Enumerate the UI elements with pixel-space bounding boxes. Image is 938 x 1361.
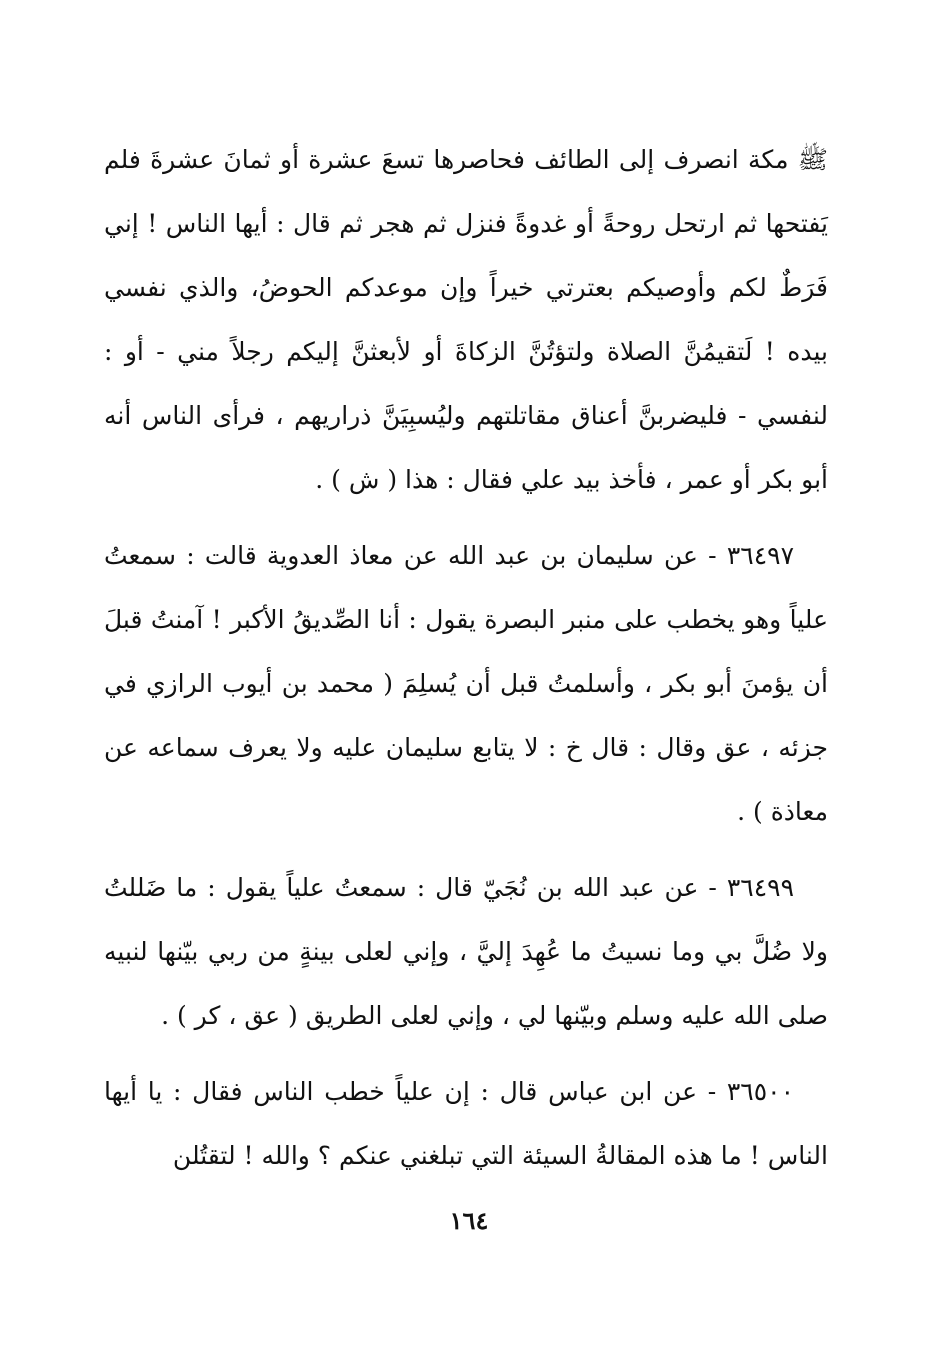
paragraph-hadith-36497: ٣٦٤٩٧ - عن سليمان بن عبد الله عن معاذ العدوية قالت : سمعتُ علياً وهو يخطب على منبر البصرة يقول : أنا الصِّديقُ الأكبر ! آمنتُ قبلَ أن يؤمنَ أبو بكر ، وأسلمتُ قبل أن يُسلِمَ ( محمد بن أيوب الرازي في جزئه ، عق وقال : قال خ : لا يتابع سليمان عليه ولا يعرف سماعه عن معاذة ) . xyxy=(104,541,828,826)
page-text xyxy=(104,128,828,1188)
page-number: ١٦٤ xyxy=(449,1206,489,1235)
paragraph-hadith-continuation: ﷺ مكة انصرف إلى الطائف فحاصرها تسعَ عشرة أو ثمانَ عشرةَ فلم يَفتحها ثم ارتحل روحةً أو غدوةً فنزل ثم هجر ثم قال : أيها الناس ! إني فَرَطٌ لكم وأوصيكم بعترتي خيراً وإن موعدكم الحوضُ، والذي نفسي بيده ! لَتقيمُنَّ الصلاة ولتؤتُنَّ الزكاةَ أو لأبعثنَّ إليكم رجلاً مني - أو : لنفسي - فليضربنَّ أعناق مقاتلتهم وليُسبِيَنَّ ذراريهم ، فرأى الناس أنه أبو بكر أو عمر ، فأخذ بيد علي فقال : هذا ( ش ) . xyxy=(104,145,828,494)
paragraph-hadith-36500: ٣٦٥٠٠ - عن ابن عباس قال : إن علياً خطب الناس فقال : يا أيها الناس ! ما هذه المقالةُ السيئة التي تبلغني عنكم ؟ والله ! لتقتُلن xyxy=(104,1077,828,1170)
paragraph-hadith-36499: ٣٦٤٩٩ - عن عبد الله بن نُجَيّ قال : سمعتُ علياً يقول : ما ضَللتُ ولا ضُلَّ بي وما نسيتُ ما عُهِدَ إليَّ ، وإني لعلى بينةٍ من ربي بيّنها لنبيه صلى الله عليه وسلم وبيّنها لي ، وإني لعلى الطريق ( عق ، كر ) . xyxy=(104,873,828,1030)
